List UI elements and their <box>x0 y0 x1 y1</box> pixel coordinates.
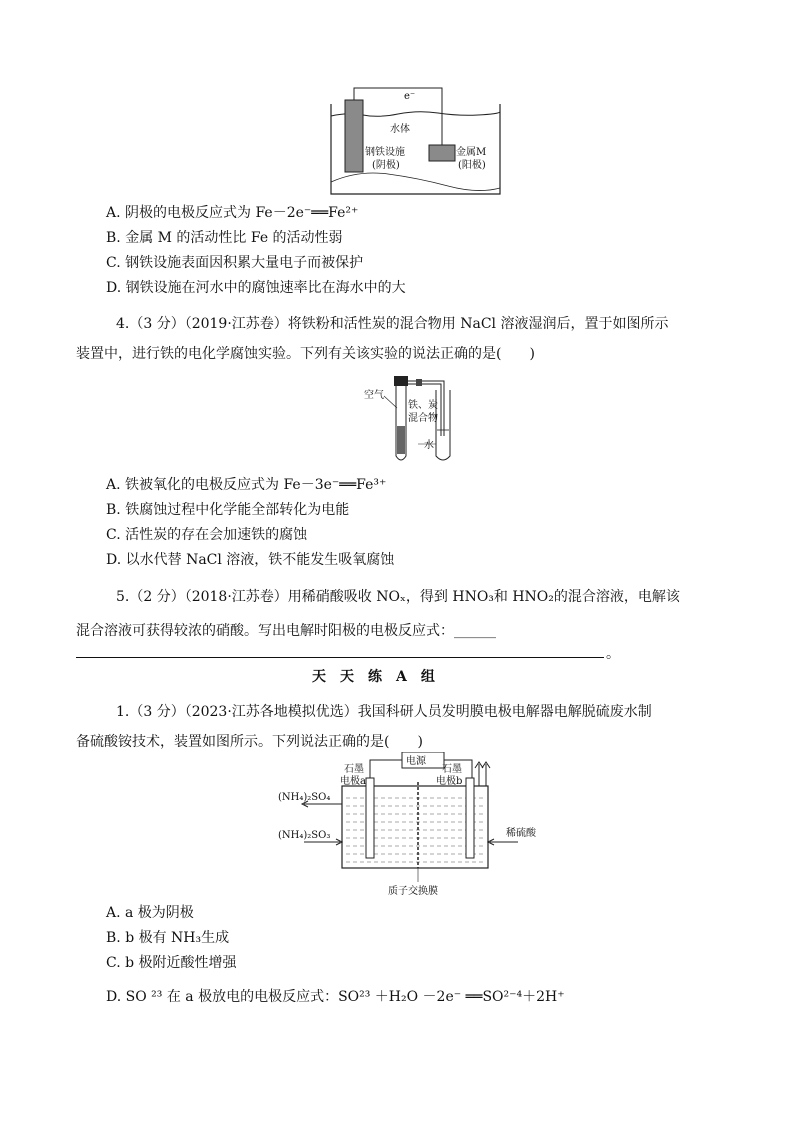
figure-test-tube <box>360 374 470 466</box>
q5-end-mark: 。 <box>606 646 620 662</box>
q3-option-a: A. 阴极的电极反应式为 Fe－2e⁻══Fe²⁺ <box>106 205 359 221</box>
metal-anode-label: (阳极) <box>458 160 486 171</box>
q1-option-b: B. b 极有 NH₃生成 <box>106 930 230 946</box>
membrane-label: 质子交换膜 <box>388 886 438 897</box>
dilute-acid-label: 稀硫酸 <box>506 828 536 839</box>
q5-stem-line2: 混合溶液可获得较浓的硝酸。写出电解时阳极的电极反应式：______ <box>76 623 496 639</box>
answer-blank-line <box>76 657 604 658</box>
power-label: 电源 <box>406 756 426 767</box>
q4-stem-line1: 4.（3 分）（2019·江苏卷）将铁粉和活性炭的混合物用 NaCl 溶液湿润后，置于如图所示 <box>116 316 669 332</box>
q1-option-c: C. b 极附近酸性增强 <box>106 955 237 971</box>
q4-option-b: B. 铁腐蚀过程中化学能全部转化为电能 <box>106 502 350 518</box>
ammonium-sulfite-label: (NH₄)₂SO₃ <box>278 830 331 841</box>
figure-electrolyzer <box>278 752 550 900</box>
steel-cathode-label: (阴极) <box>372 160 400 171</box>
q3-option-b: B. 金属 M 的活动性比 Fe 的活动性弱 <box>106 230 343 246</box>
q4-option-d: D. 以水代替 NaCl 溶液，铁不能发生吸氧腐蚀 <box>106 552 395 568</box>
q4-stem-line2: 装置中，进行铁的电化学腐蚀实验。下列有关该实验的说法正确的是( ) <box>76 346 535 362</box>
q1-stem-line2: 备硫酸铵技术，装置如图所示。下列说法正确的是( ) <box>76 734 423 750</box>
figure-sacrificial-anode <box>328 82 508 198</box>
q5-stem-line1: 5.（2 分）（2018·江苏卷）用稀硝酸吸收 NOₓ，得到 HNO₃和 HNO₂的混合溶液，电解该 <box>116 589 680 605</box>
q1-stem-line1: 1.（3 分）（2023·江苏各地模拟优选）我国科研人员发明膜电极电解器电解脱硫废水制 <box>116 704 652 720</box>
graphite-b-label-1: 石墨 <box>442 764 462 775</box>
graphite-a-label-2: 电极a <box>340 776 366 787</box>
mixture-label-1: 铁、炭 <box>408 400 438 411</box>
q4-option-c: C. 活性炭的存在会加速铁的腐蚀 <box>106 527 308 543</box>
water-label: 水 <box>424 440 434 451</box>
steel-label: 钢铁设施 <box>365 147 405 158</box>
water-label: 水体 <box>390 124 410 135</box>
q4-option-a: A. 铁被氧化的电极反应式为 Fe－3e⁻══Fe³⁺ <box>106 477 387 493</box>
graphite-b-label-2: 电极b <box>436 776 463 787</box>
q3-option-d: D. 钢铁设施在河水中的腐蚀速率比在海水中的大 <box>106 280 406 296</box>
graphite-a-label-1: 石墨 <box>344 764 364 775</box>
air-label: 空气 <box>364 390 384 401</box>
electron-label: e⁻ <box>404 91 416 102</box>
q1-option-a: A. a 极为阴极 <box>106 905 194 921</box>
metal-m-label: 金属M <box>456 147 487 158</box>
ammonium-sulfate-label: (NH₄)₂SO₄ <box>278 792 331 803</box>
q1-option-d: D. SO ²³ 在 a 极放电的电极反应式：SO²³ ＋H₂O －2e⁻ ══SO²⁻⁴＋2H⁺ <box>106 989 565 1005</box>
q3-option-c: C. 钢铁设施表面因积累大量电子而被保护 <box>106 255 364 271</box>
section-title: 天 天 练 A 组 <box>312 669 435 685</box>
mixture-label-2: 混合物 <box>408 413 438 424</box>
